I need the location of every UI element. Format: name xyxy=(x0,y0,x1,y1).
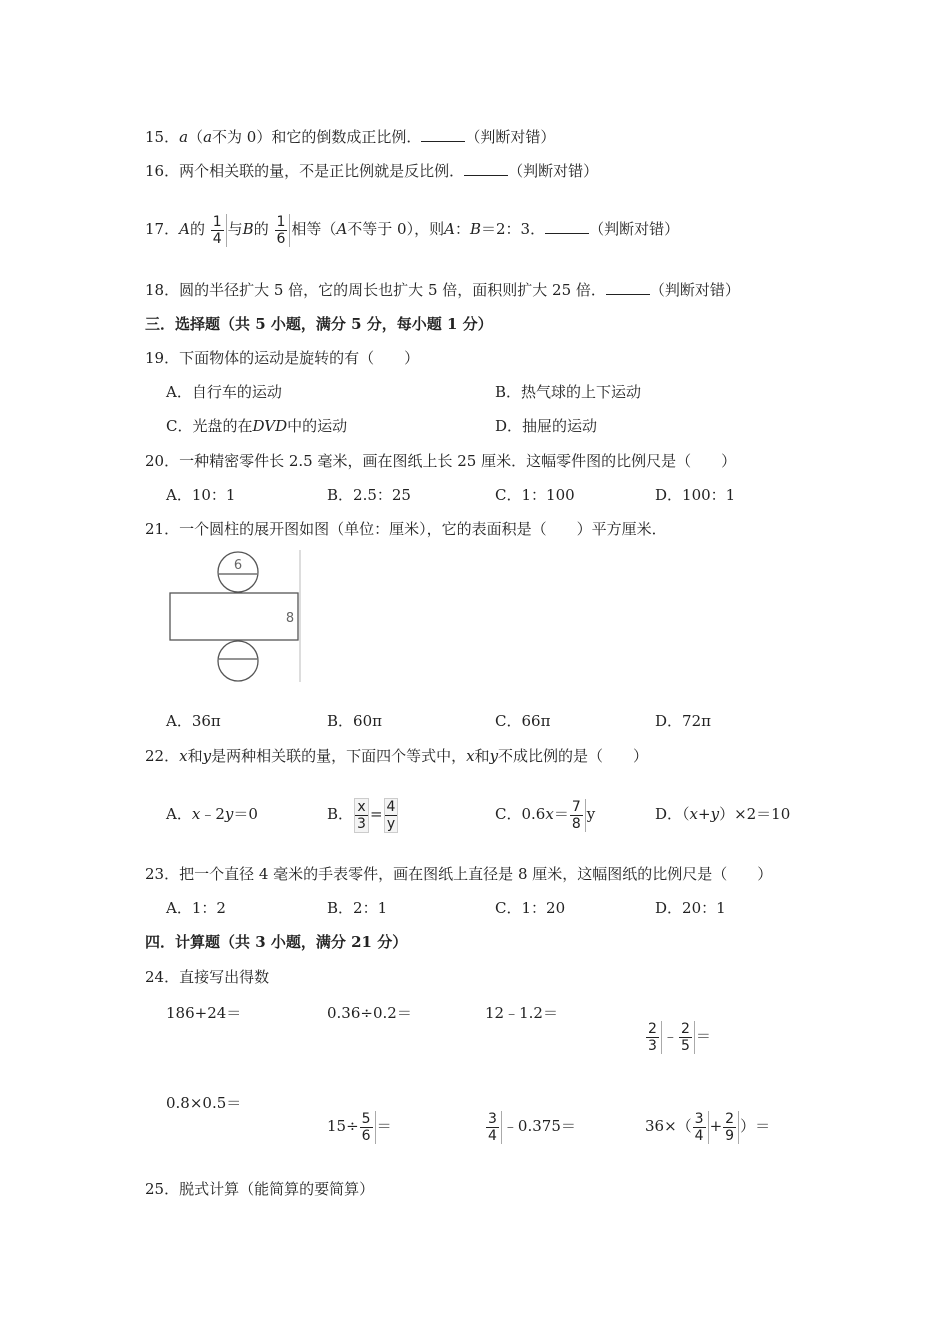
section-3-heading: 三．选择题（共 5 小题，满分 5 分，每小题 1 分） xyxy=(145,315,493,333)
fraction: $\frac{1}{6}$ xyxy=(275,214,291,247)
option-a[interactable]: A．自行车的运动 xyxy=(166,383,282,401)
fraction: $\frac{3}{4}$ xyxy=(693,1111,709,1144)
expression: 12﹣1.2＝ xyxy=(485,1004,558,1022)
fraction: $\frac{2}{9}$ xyxy=(723,1111,739,1144)
option-a[interactable]: A．10：1 xyxy=(166,486,236,504)
question-24: 24．直接写出得数 xyxy=(145,968,270,986)
question-15: 15．a（a不为 0）和它的倒数成正比例． （判断对错） xyxy=(145,128,556,146)
fraction: $\frac{1}{4}$ xyxy=(211,214,227,247)
option-b[interactable]: B．热气球的上下运动 xyxy=(495,383,642,401)
answer-blank[interactable] xyxy=(545,219,589,234)
option-a[interactable]: A．x﹣2y＝0 xyxy=(166,805,258,823)
answer-blank[interactable] xyxy=(421,127,465,142)
fraction: $\frac{2}{5}$ xyxy=(679,1021,695,1054)
option-d[interactable]: D．（x+y）×2＝10 xyxy=(655,805,791,823)
expression: 186+24＝ xyxy=(166,1004,242,1022)
lateral-rectangle xyxy=(170,593,298,640)
height-label: 8 xyxy=(285,611,295,626)
answer-blank[interactable] xyxy=(606,280,650,295)
fraction: $\frac{2}{3}$ xyxy=(646,1021,662,1054)
option-b[interactable]: B．60π xyxy=(327,712,382,730)
option-c[interactable]: C．66π xyxy=(495,712,551,730)
question-19: 19．下面物体的运动是旋转的有（ ） xyxy=(145,349,420,367)
answer-blank[interactable] xyxy=(464,161,508,176)
expression: 15÷ $\frac{5}{6}$ ＝ xyxy=(327,1110,392,1144)
section-4-heading: 四．计算题（共 3 小题，满分 21 分） xyxy=(145,933,408,951)
option-a[interactable]: A．36π xyxy=(166,712,221,730)
diameter-label: 6 xyxy=(233,558,243,573)
fraction: $\frac{3}{4}$ xyxy=(486,1111,502,1144)
question-17: 17．A的 $\frac{1}{4}$ 与B的 $\frac{1}{6}$ 相等（A不等于 0），则A：B＝2：3． （判断对错） xyxy=(145,213,680,247)
question-22: 22．x和y是两种相关联的量，下面四个等式中，x和y不成比例的是（ ） xyxy=(145,747,649,765)
option-c[interactable]: C．0.6x＝ $\frac{7}{8}$ y xyxy=(495,798,596,832)
option-c[interactable]: C．1：20 xyxy=(495,899,566,917)
expression: $\frac{2}{3}$ ﹣ $\frac{2}{5}$ ＝ xyxy=(648,1020,711,1054)
option-c[interactable]: C．1：100 xyxy=(495,486,575,504)
option-c[interactable]: C．光盘的在DVD中的运动 xyxy=(166,417,348,435)
bottom-circle xyxy=(218,641,258,681)
fraction: $\frac{4}{y}$ xyxy=(384,798,399,833)
option-d[interactable]: D．100：1 xyxy=(655,486,736,504)
option-b[interactable]: B． $\frac{x}{3}$ = $\frac{4}{y}$ xyxy=(327,792,399,836)
option-b[interactable]: B．2.5：25 xyxy=(327,486,411,504)
expression: $\frac{3}{4}$ ﹣0.375＝ xyxy=(488,1110,576,1144)
expression: 0.36÷0.2＝ xyxy=(327,1004,412,1022)
option-d[interactable]: D．抽屉的运动 xyxy=(495,417,598,435)
question-16: 16．两个相关联的量，不是正比例就是反比例． （判断对错） xyxy=(145,162,599,180)
option-d[interactable]: D．72π xyxy=(655,712,711,730)
question-25: 25．脱式计算（能简算的要简算） xyxy=(145,1180,375,1198)
option-b[interactable]: B．2：1 xyxy=(327,899,388,917)
option-d[interactable]: D．20：1 xyxy=(655,899,726,917)
option-a[interactable]: A．1：2 xyxy=(166,899,226,917)
expression: 36×（ $\frac{3}{4}$ + $\frac{2}{9}$ ）＝ xyxy=(645,1110,771,1144)
question-21: 21．一个圆柱的展开图如图（单位：厘米），它的表面积是（ ）平方厘米． xyxy=(145,520,667,538)
question-20: 20．一种精密零件长 2.5 毫米，画在图纸上长 25 厘米．这幅零件图的比例尺是（ ） xyxy=(145,452,737,470)
expression: 0.8×0.5＝ xyxy=(166,1094,242,1112)
question-18: 18．圆的半径扩大 5 倍，它的周长也扩大 5 倍，面积则扩大 25 倍． （判断对错） xyxy=(145,281,740,299)
question-23: 23．把一个直径 4 毫米的手表零件，画在图纸上直径是 8 厘米，这幅图纸的比例尺是（ ） xyxy=(145,865,773,883)
cylinder-net-figure xyxy=(165,548,305,686)
fraction: $\frac{5}{6}$ xyxy=(360,1111,376,1144)
fraction: $\frac{x}{3}$ xyxy=(354,798,369,833)
fraction: $\frac{7}{8}$ xyxy=(570,799,586,832)
